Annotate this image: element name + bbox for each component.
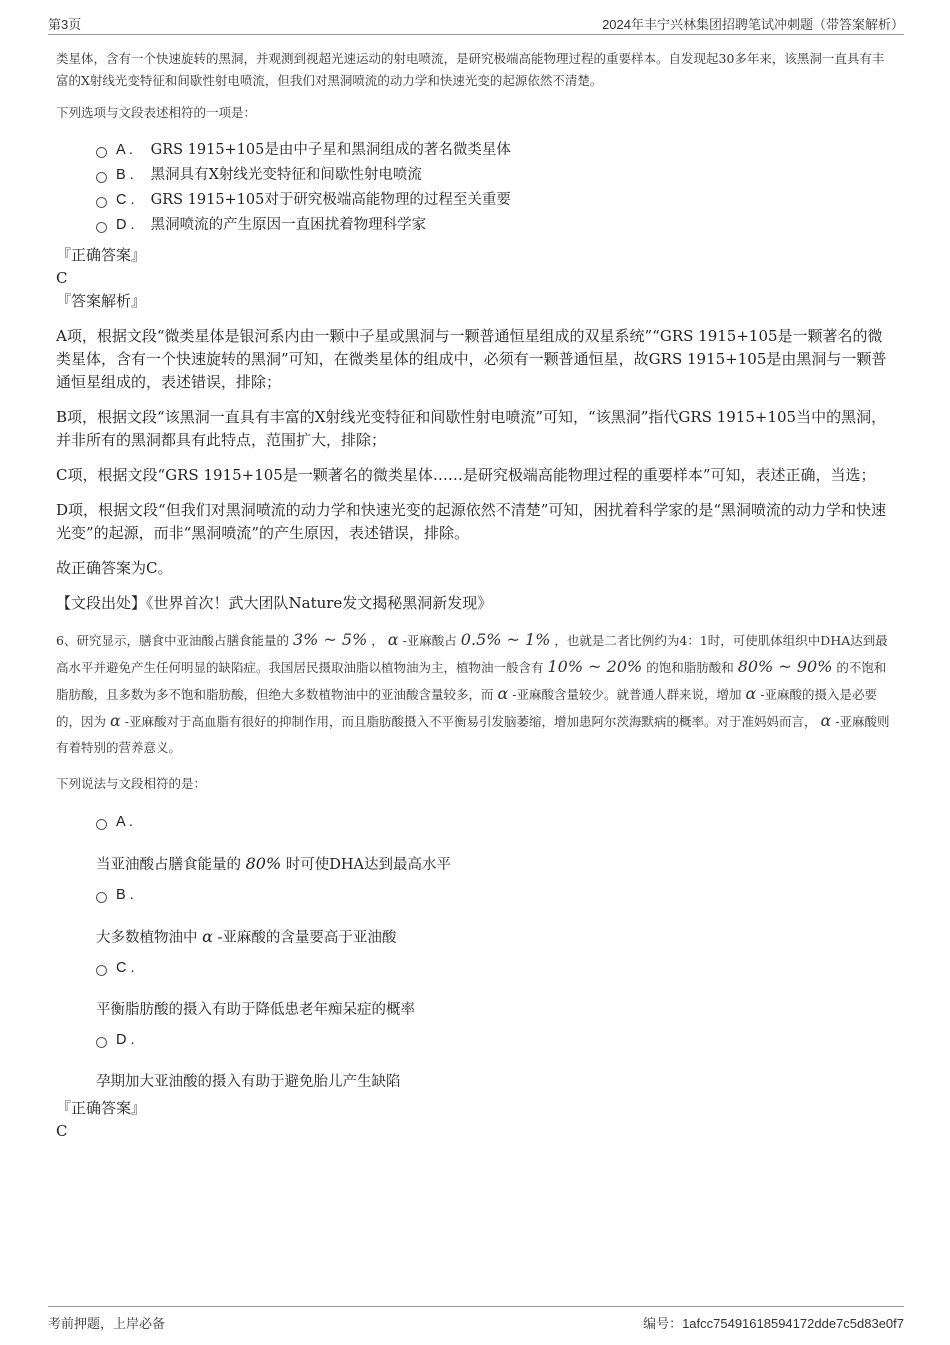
q2-answer: C [56,1122,68,1140]
math-alpha: α [820,711,832,730]
option-letter: C . [116,192,135,208]
radio-icon[interactable] [96,892,107,903]
footer-slogan: 考前押题，上岸必备 [48,1316,166,1331]
q2-text: 的不饱和脂肪酸，且多数为多不饱和脂肪酸，但绝大多数植物油中的亚油酸含量较多，而 [56,660,887,702]
q2-option-d[interactable] [96,1029,896,1093]
radio-icon[interactable] [96,965,107,976]
q1-options [96,138,896,238]
q1-option-a[interactable] [96,138,896,163]
q1-option-d[interactable] [96,213,896,238]
radio-icon[interactable] [96,197,107,208]
math-alpha: α [202,927,213,946]
analysis-c: C项，根据文段“GRS 1915+105是一颗著名的微类星体……是研究极端高能物理过程的重要样本”可知，表述正确，当选； [56,466,876,484]
q1-answer: C [56,269,68,287]
math-alpha: α [387,630,399,649]
q1-option-b[interactable] [96,163,896,188]
option-head[interactable] [96,811,896,833]
page-header [48,12,904,35]
math-alpha: α [497,684,509,703]
math-alpha: α [110,711,121,730]
option-text [96,853,896,876]
option-letter: D . [116,1032,135,1048]
option-text-post: -亚麻酸的含量要高于亚油酸 [217,930,397,946]
radio-icon[interactable] [96,222,107,233]
radio-icon[interactable] [96,147,107,158]
source-citation: 【文段出处】《世界首次！武大团队Nature发文揭秘黑洞新发现》 [56,594,493,612]
q2-text: -亚麻酸对于高血脂有很好的抑制作用，而且脂肪酸摄入不平衡易引发脑萎缩，增加患阿尔茨海默病的概率。对于准妈妈而言， [124,714,817,729]
math-expression: 80% [245,854,282,873]
q2-text: 6、研究显示，膳食中亚油酸占膳食能量的 [56,633,289,648]
q1-option-c[interactable] [96,188,896,213]
q1-answer-label: 『正确答案』 [56,246,147,264]
math-expression: 3% ~ 5% [292,630,368,649]
option-letter: D . [116,217,135,233]
option-head[interactable] [96,957,896,979]
option-letter: A . [116,142,133,158]
option-letter: B . [116,887,134,903]
option-text-post: 时可使DHA达到最高水平 [285,857,452,873]
option-text: GRS 1915+105对于研究极端高能物理的过程至关重要 [150,192,511,208]
math-expression: 80% ~ 90% [737,657,833,676]
intro-paragraph: 类星体，含有一个快速旋转的黑洞，并观测到视超光速运动的射电喷流，是研究极端高能物理过程的重要样本。自发现起30多年来，该黑洞一直具有丰富的X射线光变特征和间歇性射电喷流，但我们对黑洞喷流的动力学和快速光变的起源依然不清楚。 [56,51,885,88]
document-code: 编号：1afcc75491618594172dde7c5d83e0f7 [643,1316,904,1331]
option-text [96,926,896,949]
q2-text: -亚麻酸含量较少。就普通人群来说，增加 [512,687,742,702]
q2-text: ，也就是二者比例约为4：1时，可使肌体组织中DHA达到最高水平并避免产生任何明显的缺陷症。我国居民摄取油脂以植物油为主，植物油一般含有 [56,633,888,675]
q2-text: -亚麻酸的摄入是必要的，因为 [56,687,878,729]
option-text: 黑洞喷流的产生原因一直困扰着物理科学家 [150,217,427,233]
analysis-b: B项，根据文段“该黑洞一直具有丰富的X射线光变特征和间歇性射电喷流”可知，“该黑洞”指代GRS 1915+105当中的黑洞，并非所有的黑洞都具有此特点，范围扩大，排除； [56,408,887,449]
math-alpha: α [745,684,757,703]
option-text: 平衡脂肪酸的摄入有助于降低患老年痴呆症的概率 [96,1002,415,1018]
analysis-d: D项，根据文段“但我们对黑洞喷流的动力学和快速光变的起源依然不清楚”可知，困扰着科学家的是“黑洞喷流的动力学和快速光变”的起源，而非“黑洞喷流”的产生原因，表述错误，排除。 [56,501,887,542]
option-text: 黑洞具有X射线光变特征和间歇性射电喷流 [150,167,422,183]
q2-text: -亚麻酸占 [402,633,457,648]
option-letter: C . [116,960,135,976]
q2-answer-label: 『正确答案』 [56,1099,147,1117]
analysis-a: A项，根据文段“微类星体是银河系内由一颗中子星或黑洞与一颗普通恒星组成的双星系统”“GRS 1915+105是一颗著名的微类星体，含有一个快速旋转的黑洞”可知，在微类星体的组成中，必须有一颗普通恒星，故GRS 1915+105是由黑洞与一颗普通恒星组成的，表述错误，排除； [56,327,887,391]
q2-option-a[interactable] [96,811,896,876]
document-title: 2024年丰宁兴林集团招聘笔试冲刺题（带答案解析） [602,17,904,32]
q2-prompt: 下列说法与文段相符的是： [56,776,207,791]
option-head[interactable] [96,1029,896,1051]
q2-question-text [56,627,896,761]
q2-option-c[interactable] [96,957,896,1021]
q2-text: ， [371,633,384,648]
q2-text: -亚麻酸则有着特别的营养意义。 [56,714,890,755]
page-content [56,44,896,1143]
radio-icon[interactable] [96,1037,107,1048]
q1-analysis-label: 『答案解析』 [56,292,147,310]
q2-option-b[interactable] [96,884,896,949]
radio-icon[interactable] [96,172,107,183]
math-expression: 10% ~ 20% [547,657,643,676]
option-text-pre: 大多数植物油中 [96,930,198,946]
radio-icon[interactable] [96,819,107,830]
option-text-pre: 当亚油酸占膳食能量的 [96,857,241,873]
q2-options [56,811,896,1093]
option-text: 孕期加大亚油酸的摄入有助于避免胎儿产生缺陷 [96,1074,401,1090]
q1-prompt: 下列选项与文段表述相符的一项是： [56,105,257,120]
option-head[interactable] [96,884,896,906]
analysis-conclusion: 故正确答案为C。 [56,559,173,577]
math-expression: 0.5% ~ 1% [460,630,551,649]
option-text: GRS 1915+105是由中子星和黑洞组成的著名微类星体 [150,142,511,158]
page-number: 第3页 [48,17,82,32]
page-footer [48,1306,904,1329]
option-letter: B . [116,167,134,183]
option-letter: A . [116,814,133,830]
q1-analysis [56,325,896,615]
q2-text: 的饱和脂肪酸和 [646,660,734,675]
